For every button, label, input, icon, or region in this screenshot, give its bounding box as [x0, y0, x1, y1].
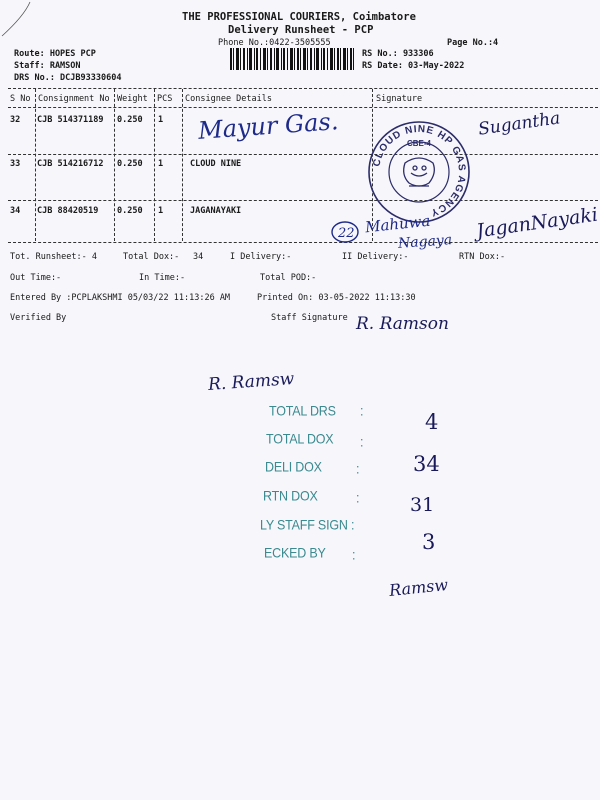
- table-header-rule: [8, 107, 598, 108]
- col-consignment: Consignment No: [38, 94, 110, 104]
- handwritten-rtn-value: 31: [410, 494, 435, 516]
- stamp-colon: :: [356, 490, 360, 506]
- stamp-colon: :: [360, 403, 364, 419]
- stamp-label-staff-sign: LY STAFF SIGN :: [260, 517, 355, 533]
- row-weight: 0.250: [117, 115, 143, 125]
- stamp-label-deli-dox: DELI DOX: [265, 459, 322, 475]
- staff-signature-handwriting: R. Ramson: [356, 314, 449, 334]
- handwritten-signature: R. Ramsw: [207, 369, 295, 395]
- col-divider: [114, 89, 115, 241]
- handwritten-consignee: Mayur Gas.: [197, 107, 340, 145]
- handwritten-checked-value: 3: [422, 530, 436, 554]
- rs-date: RS Date: 03-May-2022: [362, 61, 465, 71]
- entered-by: Entered By :PCPLAKSHMI 05/03/22 11:13:26 AM: [10, 293, 231, 303]
- handwritten-dox-value: 34: [413, 452, 440, 476]
- col-consignee: Consignee Details: [185, 94, 272, 104]
- printed-on: Printed On: 03-05-2022 11:13:30: [257, 293, 416, 303]
- staff-label: Staff: RAMSON: [14, 61, 81, 71]
- handwritten-circle-note: [330, 220, 360, 244]
- stamp-label-checked-by: ECKED BY: [264, 545, 326, 561]
- out-time: Out Time:-: [10, 273, 62, 283]
- row-pcs: 1: [158, 115, 164, 125]
- i-delivery: I Delivery:-: [230, 252, 292, 262]
- row-pcs: 1: [158, 206, 164, 216]
- row-consignment: CJB 514216712: [37, 159, 104, 169]
- handwritten-signature: Ramsw: [388, 574, 449, 601]
- stamp-colon: :: [352, 547, 356, 563]
- row-consignment: CJB 88420519: [37, 206, 99, 216]
- agency-round-stamp: [365, 118, 473, 226]
- row-sno: 33: [10, 159, 21, 169]
- col-sno: S No: [10, 94, 31, 104]
- route-label: Route: HOPES PCP: [14, 49, 96, 59]
- handwritten-note: Mahuwa: [364, 211, 432, 237]
- stamp-label-rtn-dox: RTN DOX: [263, 488, 318, 504]
- total-runsheet: Tot. Runsheet:- 4: [10, 252, 97, 262]
- row-consignee: JAGANAYAKI: [190, 206, 242, 216]
- row-weight: 0.250: [117, 159, 143, 169]
- stamp-colon: :: [356, 461, 360, 477]
- col-divider: [154, 89, 155, 241]
- col-divider: [182, 89, 183, 241]
- row-rule: [8, 154, 598, 155]
- page-number: Page No.:4: [447, 38, 499, 48]
- col-signature: Signature: [376, 94, 423, 104]
- total-dox-label: Total Dox:-: [123, 252, 180, 262]
- ii-delivery: II Delivery:-: [342, 252, 409, 262]
- svg-text:22: 22: [338, 226, 355, 241]
- row-sno: 32: [10, 115, 21, 125]
- row-weight: 0.250: [117, 206, 143, 216]
- svg-text:CLOUD NINE HP GAS AGENCY: [371, 124, 467, 218]
- stamp-code: CBE-4: [407, 139, 432, 148]
- handwritten-drs-value: 4: [425, 410, 439, 434]
- runsheet-subtitle: Delivery Runsheet - PCP: [228, 24, 374, 36]
- col-divider: [35, 89, 36, 241]
- staff-signature-label: Staff Signature: [271, 313, 348, 323]
- handwritten-note: Nagaya: [397, 232, 453, 252]
- stamp-ring-text: CLOUD NINE HP GAS AGENCY: [371, 123, 468, 219]
- phone-number: Phone No.:0422-3505555: [218, 38, 331, 48]
- row-consignee: CLOUD NINE: [190, 159, 242, 169]
- rs-number: RS No.: 933306: [362, 49, 434, 59]
- stray-pen-mark: [0, 0, 60, 40]
- table-bottom-rule: [8, 242, 598, 243]
- company-title: THE PROFESSIONAL COURIERS, Coimbatore: [182, 11, 416, 23]
- handwritten-signature: Sugantha: [477, 108, 562, 140]
- total-pod: Total POD:-: [260, 273, 317, 283]
- drs-number: DRS No.: DCJB93330604: [14, 73, 122, 83]
- handwritten-signature: JaganNayaki: [475, 203, 600, 243]
- verified-by: Verified By: [10, 313, 67, 323]
- stamp-label-total-drs: TOTAL DRS: [269, 403, 336, 419]
- rtn-dox: RTN Dox:-: [459, 252, 506, 262]
- table-top-rule: [8, 88, 598, 89]
- row-sno: 34: [10, 206, 21, 216]
- stamp-label-total-dox: TOTAL DOX: [266, 431, 334, 447]
- barcode-image: [230, 48, 354, 70]
- total-dox-value: 34: [193, 252, 204, 262]
- stamp-colon: :: [360, 434, 364, 450]
- col-pcs: PCS: [157, 94, 173, 104]
- in-time: In Time:-: [139, 273, 186, 283]
- row-rule: [8, 200, 598, 201]
- col-weight: Weight: [117, 94, 148, 104]
- row-pcs: 1: [158, 159, 164, 169]
- row-consignment: CJB 514371189: [37, 115, 104, 125]
